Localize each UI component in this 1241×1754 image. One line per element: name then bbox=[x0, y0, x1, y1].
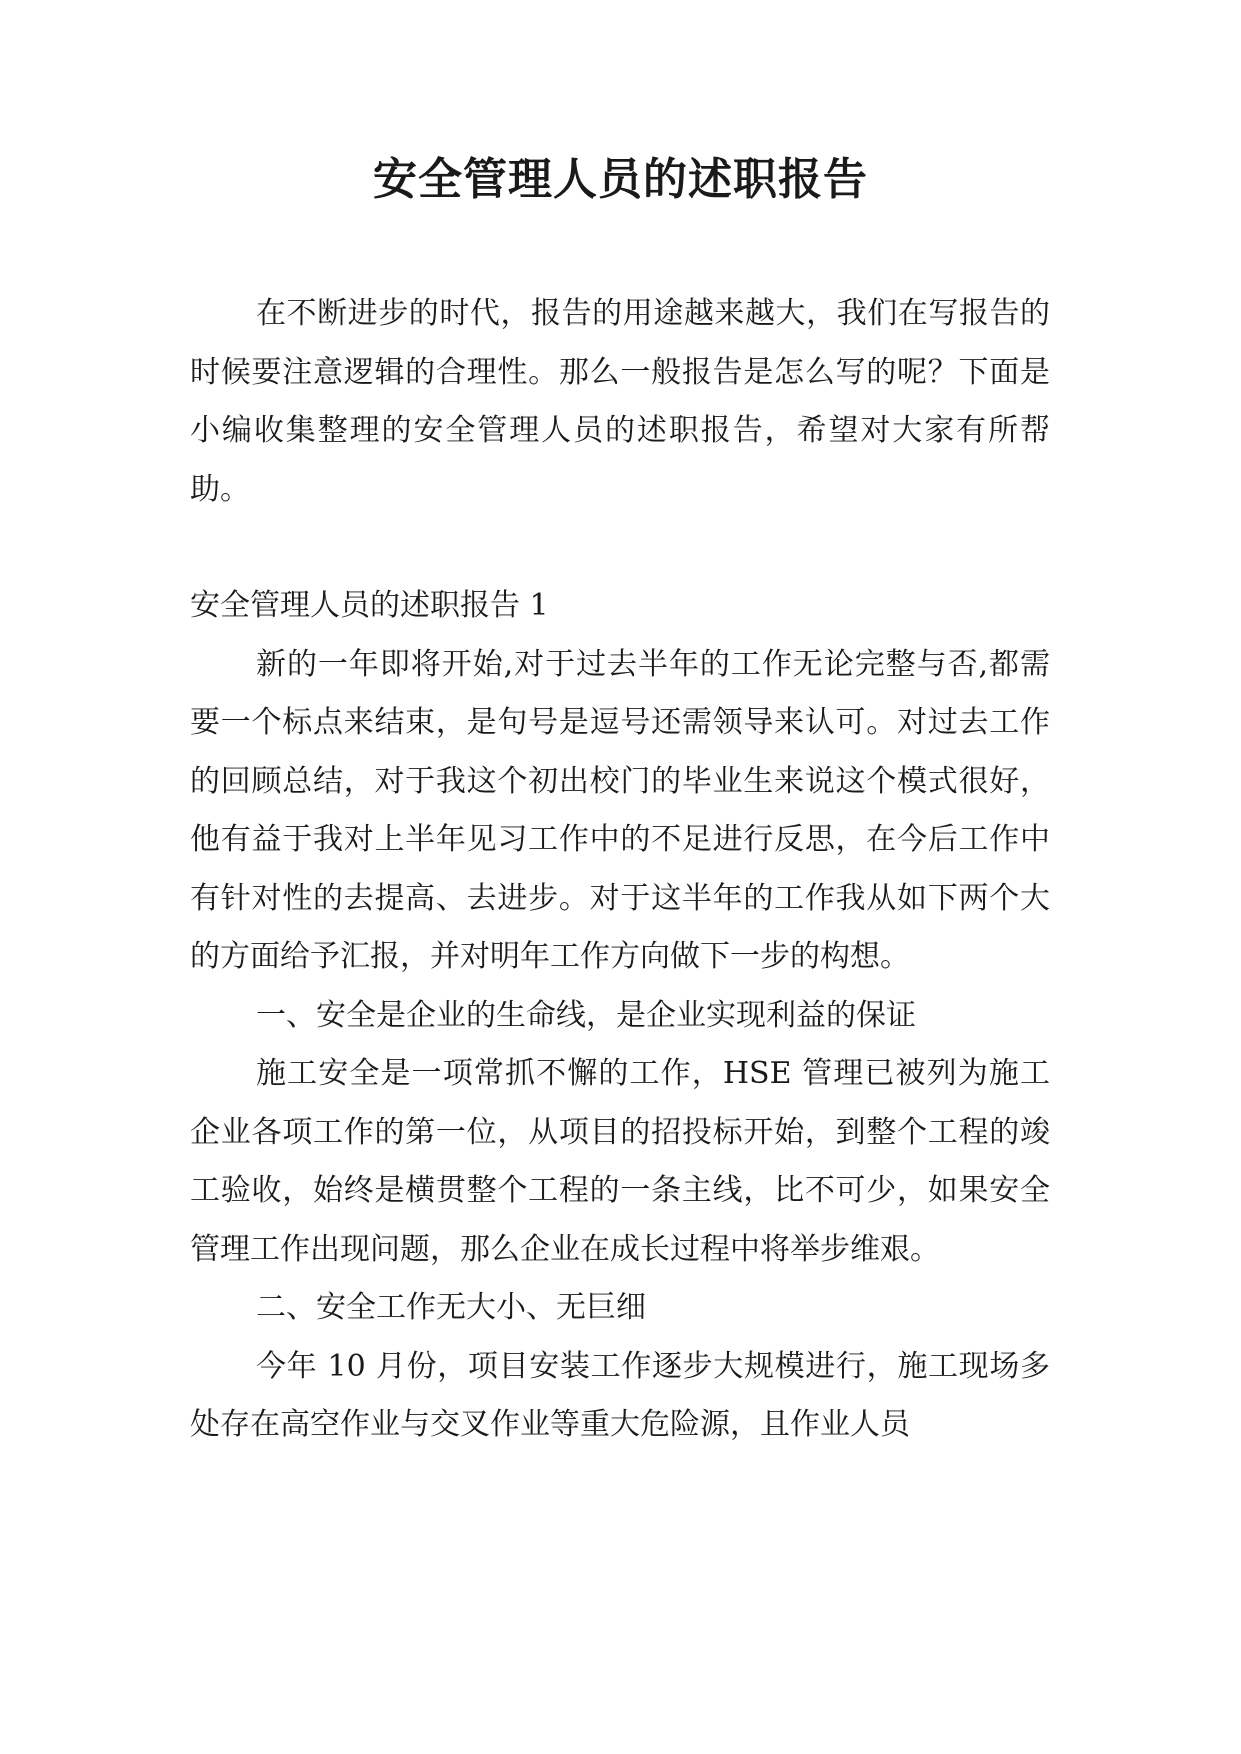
heading-paragraph: 二、安全工作无大小、无巨细 bbox=[256, 1290, 646, 1325]
heading-paragraph: 一、安全是企业的生命线，是企业实现利益的保证 bbox=[256, 997, 916, 1033]
body-paragraph: 今年 10 月份，项目安装工作逐步大规模进行，施工现场多处存在高空作业与交叉作业等重大危险源，且作业人员 bbox=[190, 1348, 1050, 1442]
page-title: 安全管理人员的述职报告 bbox=[373, 154, 868, 205]
intro-paragraph: 在不断进步的时代，报告的用途越来越大，我们在写报告的时候要注意逻辑的合理性。那么一般报告是怎么写的呢？下面是小编收集整理的安全管理人员的述职报告，希望对大家有所帮助。 bbox=[190, 296, 1050, 507]
document-body bbox=[190, 285, 1050, 1455]
section-title: 安全管理人员的述职报告 1 bbox=[190, 588, 549, 623]
body-paragraph: 施工安全是一项常抓不懈的工作，HSE 管理已被列为施工企业各项工作的第一位，从项目的招投标开始，到整个工程的竣工验收，始终是横贯整个工程的一条主线，比不可少，如果安全管理工作出现问题，那么企业在成长过程中将举步维艰。 bbox=[190, 1056, 1050, 1267]
body-paragraph: 新的一年即将开始,对于过去半年的工作无论完整与否,都需要一个标点来结束，是句号是逗号还需领导来认可。对过去工作的回顾总结，对于我这个初出校门的毕业生来说这个模式很好，他有益于我对上半年见习工作中的不足进行反思，在今后工作中有针对性的去提高、去进步。对于这半年的工作我从如下两个大的方面给予汇报，并对明年工作方向做下一步的构想。 bbox=[190, 646, 1050, 974]
